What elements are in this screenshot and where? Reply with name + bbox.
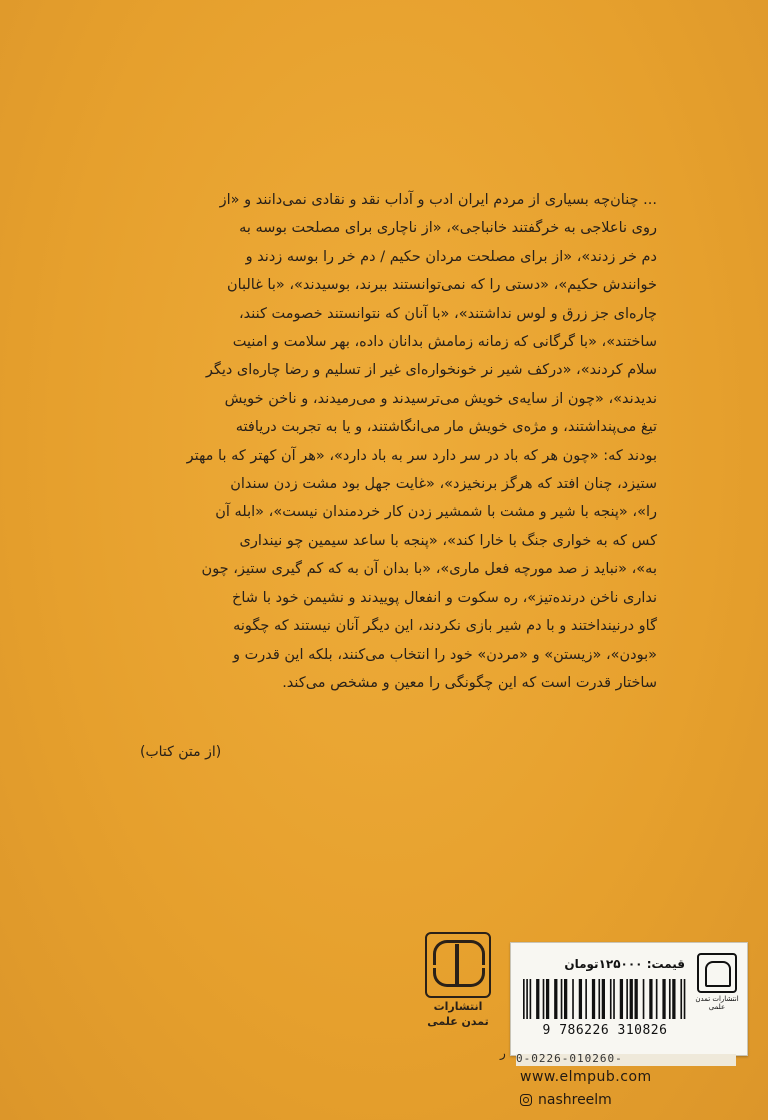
body-line: «بودن»، «زیستن» و «مردن» خود را انتخاب می‌کنند، بلکه این قدرت و: [232, 646, 657, 663]
barcode-bar: [613, 979, 615, 1019]
body-line: دم خر زدند»، «از برای مصلحت مردان حکیم / دم خر را بوسه زدند و: [245, 248, 657, 265]
barcode-bar: [572, 979, 574, 1019]
barcode-bar: [643, 979, 645, 1019]
body-line: تیغ می‌پنداشتند، و مژه‌ی خویش مار می‌انگاشتند، و یا به تجربت دریافته: [235, 419, 657, 436]
barcode-bar: [602, 979, 605, 1019]
back-cover-text: [125, 186, 657, 697]
body-line: ساختار قدرت است که این چگونگی را معین و مشخص می‌کند.: [282, 674, 657, 691]
instagram-icon: [520, 1094, 532, 1106]
barcode-bar: [620, 979, 623, 1019]
publisher-name-line1: انتشارات: [433, 1000, 483, 1013]
body-line: ندیدند»، «چون از سایه‌ی خویش می‌ترسیدند و می‌رمیدند، و ناخن خویش: [224, 390, 657, 407]
hidden-barcode-strip: 0-0226-010260-: [516, 1054, 736, 1066]
price-label: قیمت: ۱۲۵۰۰۰تومان: [564, 957, 685, 971]
body-line: ... چنان‌چه بسیاری از مردم ایران ادب و آداب نقد و نقادی نمی‌دانند و «از: [219, 192, 657, 208]
instagram-handle[interactable]: [520, 1092, 720, 1108]
barcode-bar: [656, 979, 658, 1019]
barcode-bar: [598, 979, 600, 1019]
barcode-bar: [543, 979, 545, 1019]
barcode-bar: [662, 979, 665, 1019]
price-sticker: [510, 942, 748, 1056]
barcode-bar: [649, 979, 652, 1019]
barcode: [523, 979, 687, 1019]
body-line: ساختند»، «با گرگانی که زمانه زمامش بدانان داده، بهر سلامت و امنیت: [232, 334, 657, 351]
sticker-logo-icon: [697, 953, 737, 993]
body-line: کس که به خواری جنگ با خارا کند»، «پنجه با ساعد سیمین چو نینداری: [239, 532, 657, 549]
body-line: چاره‌ای جز زرق و لوس نداشتند»، «با آنان که نتوانستند خصومت کنند،: [238, 305, 657, 322]
barcode-bar: [669, 979, 671, 1019]
body-line: به»، «نباید ز صد مورچه فعل ماری»، «با بدان آن به که کم گیری ستیز، چون: [201, 561, 657, 578]
website-url[interactable]: www.elmpub.com: [520, 1069, 652, 1085]
body-line: خوانندش حکیم»، «دستی را که نمی‌توانستند ببرند، بوسیدند»، «با غالبان: [226, 277, 657, 294]
barcode-bar: [523, 979, 525, 1019]
barcode-bar: [546, 979, 549, 1019]
sticker-logo-caption: انتشارات تمدن علمی: [695, 995, 739, 1011]
barcode-bar: [672, 979, 675, 1019]
barcode-bar: [626, 979, 628, 1019]
barcode-bar: [561, 979, 563, 1019]
sticker-left-mark: ر: [500, 1046, 506, 1060]
barcode-bar: [630, 979, 633, 1019]
publisher-logo-icon: [425, 932, 491, 998]
body-line: را»، «پنجه با شیر و مشت با شمشیر زدن کار خردمندان نیست»، «ابله آن: [215, 504, 657, 521]
body-line: بودند که: «چون هر که باد در سر دارد سر به باد دارد»، «هر آن کهتر که با مهتر: [186, 447, 657, 464]
barcode-bar: [592, 979, 595, 1019]
barcode-bar: [579, 979, 582, 1019]
source-note: (از متن کتاب): [140, 744, 222, 760]
barcode-bar: [610, 979, 612, 1019]
body-line: روی ناعلاجی به خرگفتند خانباجی»، «از ناچاری برای مصلحت بوسه به: [239, 220, 657, 237]
body-line: گاو درنینداختند و با دم شیر بازی نکردند، این دیگر آنان نیستند که چگونه: [233, 618, 657, 635]
barcode-bar: [680, 979, 682, 1019]
barcode-bar: [554, 979, 557, 1019]
body-line: ستیزد، چنان افتد که هرگز برنخیزد»، «غایت جهل بود مشت زدن سندان: [230, 476, 657, 493]
instagram-handle-text: nashreelm: [538, 1092, 612, 1108]
barcode-bar: [684, 979, 686, 1019]
barcode-bar: [585, 979, 587, 1019]
barcode-bar: [526, 979, 528, 1019]
publisher-name-line2: تمدن علمی: [427, 1015, 489, 1028]
isbn-number: 9 786226 310826: [542, 1023, 668, 1038]
sticker-publisher-logo: [695, 953, 739, 1011]
body-line: نداری ناخن درنده‌تیز»، ره سکوت و انفعال پوییدند و نشیمن خود با شاخ: [232, 589, 657, 606]
barcode-bar: [564, 979, 567, 1019]
body-line: سلام کردند»، «درکف شیر نر خونخواره‌ای غیر از تسلیم و رضا چاره‌ای دیگر: [205, 362, 657, 379]
barcode-bar: [536, 979, 539, 1019]
barcode-bar: [635, 979, 638, 1019]
publisher-logo: [424, 932, 492, 1028]
barcode-bar: [530, 979, 532, 1019]
